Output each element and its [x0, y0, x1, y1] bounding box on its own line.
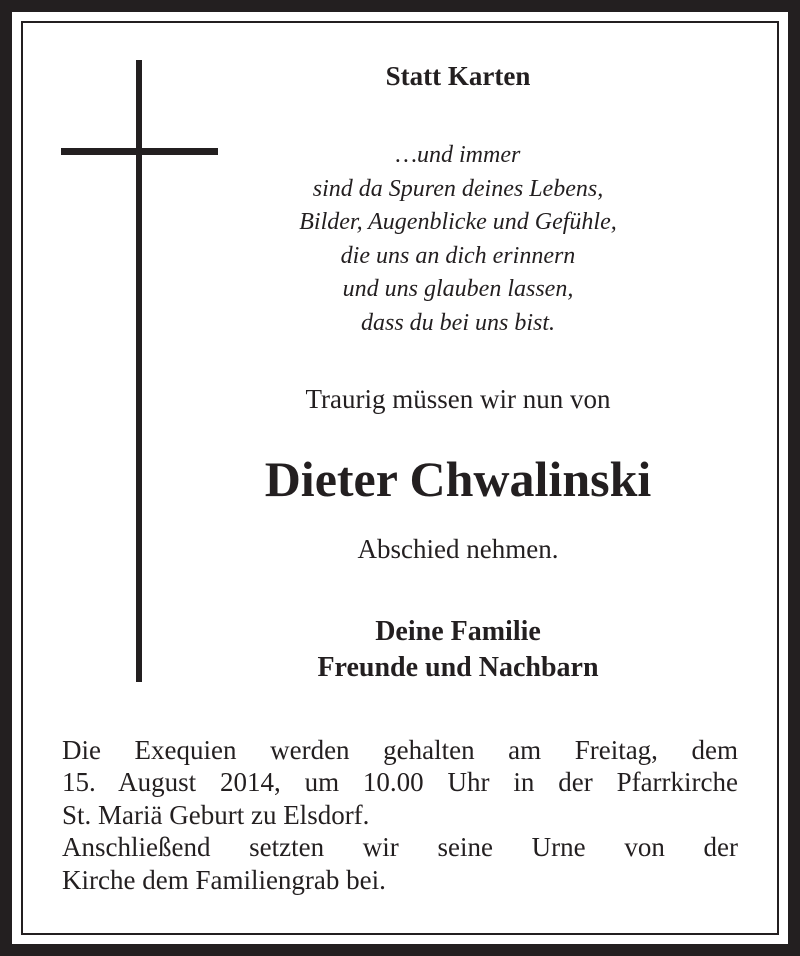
notice-line: Anschließend setzten wir seine Urne von der: [62, 832, 738, 863]
cross-icon-horizontal-bar: [61, 148, 218, 155]
signature-line: Freunde und Nachbarn: [317, 652, 599, 683]
funeral-notice: [62, 734, 738, 896]
signature-line: Deine Familie: [375, 616, 541, 647]
header-statt-karten: Statt Karten: [385, 61, 531, 91]
poem-line: Bilder, Augenblicke und Gefühle,: [299, 209, 617, 236]
poem-line: und uns glauben lassen,: [342, 276, 574, 303]
poem-line: dass du bei uns bist.: [360, 309, 555, 336]
obituary-card: [12, 12, 788, 944]
notice-line: St. Mariä Geburt zu Elsdorf.: [62, 799, 370, 830]
notice-line: 15. August 2014, um 10.00 Uhr in der Pfarrkirche: [62, 767, 738, 798]
notice-line: Die Exequien werden gehalten am Freitag, dem: [62, 735, 738, 765]
signature: [208, 614, 708, 686]
deceased-name: Dieter Chwalinski: [264, 451, 652, 507]
poem-line: …und immer: [395, 142, 521, 168]
poem-line: sind da Spuren deines Lebens,: [312, 175, 604, 202]
farewell-text: Abschied nehmen.: [357, 534, 559, 564]
poem-line: die uns an dich erinnern: [340, 242, 576, 269]
notice-line: Kirche dem Familiengrab bei.: [62, 864, 386, 895]
intro-text: Traurig müssen wir nun von: [305, 384, 611, 414]
poem: [208, 139, 708, 341]
